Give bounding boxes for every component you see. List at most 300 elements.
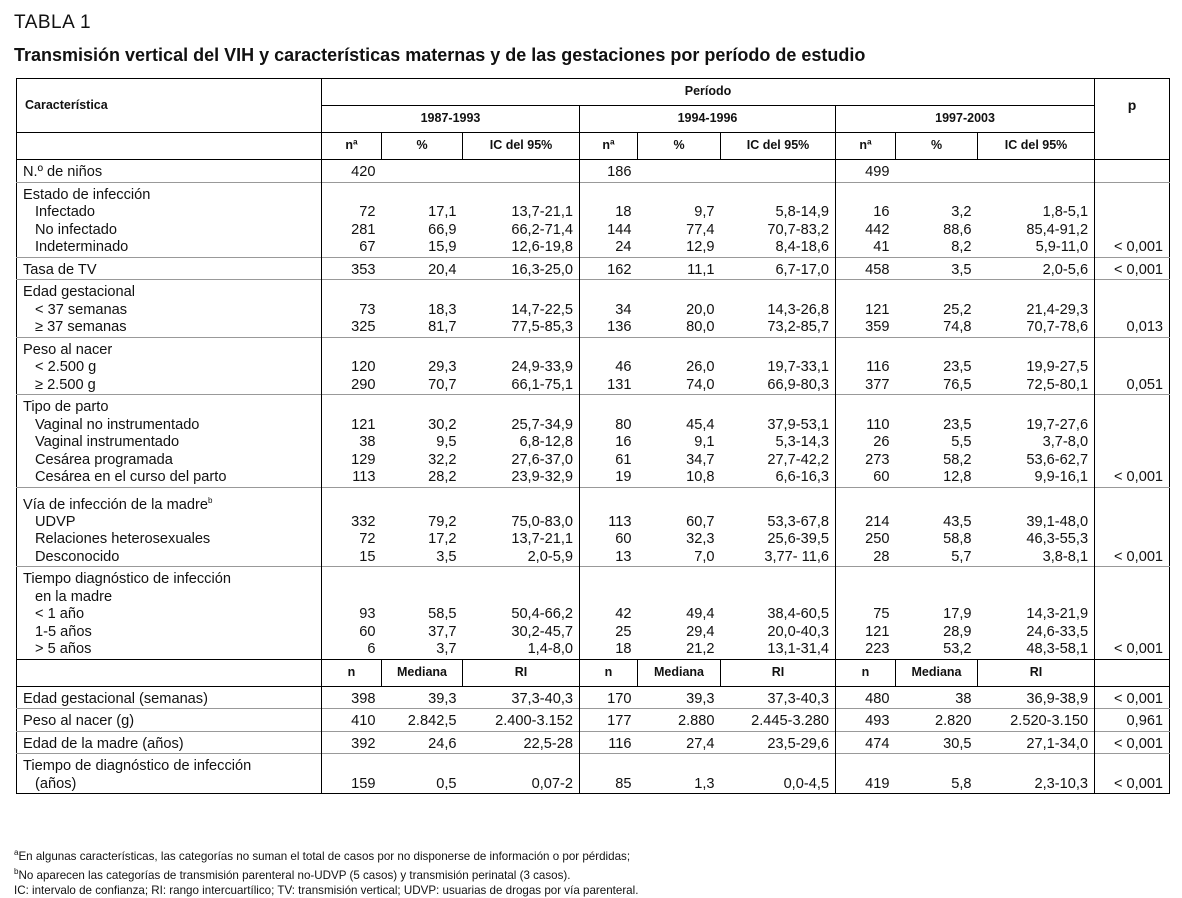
table-row [17,434,1170,452]
value-cell [382,160,463,183]
value-cell: 136 [580,319,638,337]
value-cell: 17,1 [428,204,457,220]
value-cell: 250 [836,531,896,549]
header-p: p [1095,79,1170,133]
value-cell: 7,0 [694,548,715,565]
value-cell: 20,0-40,3 [767,623,829,640]
data-table [16,78,1170,794]
value-cell [836,395,896,417]
value-cell: 60,7 [686,513,715,530]
value-cell: 332 [322,514,382,532]
value-cell [721,589,836,607]
value-cell: 0,5 [436,775,457,792]
value-cell: 77,5-85,3 [511,319,573,335]
row-label: Cesárea en el curso del parto [35,469,227,485]
value-cell: 170 [580,686,638,709]
value-cell [896,487,978,514]
value-cell: 73,2-85,7 [767,319,829,335]
p-value-cell [1095,417,1170,435]
footnotes [14,845,638,898]
value-cell: 12,8 [943,469,972,485]
value-cell: 50,4-66,2 [511,606,573,623]
value-cell: 11,1 [638,257,721,280]
value-cell [638,487,721,514]
p-value-cell: < 0,001 [1095,686,1170,709]
value-cell [322,182,382,204]
value-cell: 116 [836,359,896,377]
value-cell: 75 [836,606,896,624]
row-label: Tasa de TV [17,257,322,280]
table-row [17,606,1170,624]
value-cell: 2.400-3.152 [463,709,580,732]
value-cell: 14,7-22,5 [511,301,573,318]
value-cell [978,589,1095,607]
table-row [17,624,1170,642]
value-cell [638,160,721,183]
p-value-cell: < 0,001 [1095,549,1170,567]
value-cell [836,182,896,204]
table-row [17,709,1170,732]
row-label: Relaciones heterosexuales [35,531,211,548]
value-cell: 37,7 [428,623,457,640]
value-cell: 2,0-5,9 [527,548,573,565]
value-cell: 60 [580,531,638,549]
value-cell: 19,7-27,6 [1026,416,1089,433]
subheader-cell: Mediana [638,659,721,686]
value-cell: 5,9-11,0 [1035,239,1089,255]
value-cell: 23,5 [943,416,972,433]
value-cell: 60 [322,624,382,642]
value-cell: 18 [580,204,638,222]
value-cell [978,280,1095,302]
value-cell: 121 [322,417,382,435]
value-cell: 6,7-17,0 [721,257,836,280]
value-cell [836,280,896,302]
value-cell [896,182,978,204]
subheader-cell: nª [580,133,638,160]
value-cell [382,754,463,776]
value-cell: 159 [322,776,382,794]
value-cell [978,487,1095,514]
value-cell: 66,2-71,4 [511,221,573,238]
value-cell: 66,9 [428,221,457,238]
value-cell [978,567,1095,589]
value-cell: 43,5 [943,513,972,530]
value-cell [896,160,978,183]
p-value-cell [1095,589,1170,607]
value-cell: 3,2 [951,204,972,220]
value-cell: 290 [322,377,382,395]
value-cell: 72 [322,531,382,549]
value-cell [896,589,978,607]
p-value-cell [1095,337,1170,359]
value-cell [721,182,836,204]
table-row [17,567,1170,589]
value-cell: 77,4 [686,221,715,238]
value-cell: 223 [836,641,896,659]
value-cell [978,160,1095,183]
value-cell [463,395,580,417]
value-cell [896,337,978,359]
value-cell: 74,8 [943,319,972,335]
value-cell: 27,6-37,0 [511,451,573,468]
value-cell: 186 [580,160,638,183]
value-cell [382,589,463,607]
value-cell: 13,1-31,4 [767,641,829,658]
p-value-cell [1095,204,1170,222]
value-cell: 34,7 [686,451,715,468]
value-cell [382,487,463,514]
row-label: Peso al nacer (g) [17,709,322,732]
row-label: Vaginal no instrumentado [35,416,200,433]
value-cell [580,395,638,417]
header-caracteristica: Característica [25,97,108,112]
value-cell: 3,7 [436,641,457,658]
value-cell: 36,9-38,9 [978,686,1095,709]
value-cell: 30,5 [896,731,978,754]
value-cell: 75,0-83,0 [511,513,573,530]
value-cell [721,754,836,776]
header-periodo: Período [322,79,1095,106]
value-cell: 22,5-28 [463,731,580,754]
subheader-cell: % [382,133,463,160]
value-cell [382,337,463,359]
value-cell [638,589,721,607]
value-cell [580,589,638,607]
value-cell [896,754,978,776]
value-cell: 23,5 [943,359,972,375]
value-cell: 110 [836,417,896,435]
value-cell [322,337,382,359]
row-label: Indeterminado [35,239,129,255]
value-cell [978,395,1095,417]
value-cell: 29,4 [686,623,715,640]
value-cell: 16 [836,204,896,222]
value-cell: 21,4-29,3 [1026,301,1089,318]
p-value-cell [1095,280,1170,302]
value-cell: 37,9-53,1 [767,416,829,433]
value-cell: 30,2-45,7 [511,623,573,640]
subheader-cell: IC del 95% [463,133,580,160]
value-cell: 410 [322,709,382,732]
subheader-cell: IC del 95% [721,133,836,160]
value-cell: 6 [322,641,382,659]
row-label: < 1 año [35,606,85,623]
value-cell: 17,2 [428,531,457,548]
table-row [17,239,1170,257]
subheader-cell: IC del 95% [978,133,1095,160]
value-cell: 1,4-8,0 [527,641,573,658]
value-cell: 480 [836,686,896,709]
table-row [17,280,1170,302]
value-cell [721,567,836,589]
value-cell: 325 [322,319,382,337]
value-cell: 5,7 [951,548,972,565]
value-cell: 0,0-4,5 [783,775,829,792]
value-cell: 281 [322,222,382,240]
value-cell: 2,0-5,6 [978,257,1095,280]
value-cell: 2.520-3.150 [978,709,1095,732]
subheader-cell: nª [322,133,382,160]
value-cell: 24,6-33,5 [1026,623,1089,640]
value-cell: 16 [580,434,638,452]
value-cell [721,487,836,514]
value-cell: 20,0 [686,301,715,318]
value-cell [638,567,721,589]
table-label: TABLA 1 [14,12,92,33]
value-cell: 85,4-91,2 [1026,221,1089,238]
value-cell: 45,4 [686,416,715,433]
value-cell: 48,3-58,1 [1026,641,1089,658]
value-cell: 49,4 [686,606,715,623]
value-cell [382,182,463,204]
value-cell: 0,07-2 [531,775,573,792]
footnote-abbreviations: IC: intervalo de confianza; RI: rango intercuartílico; TV: transmisión vertical; UDVP: usuarias de drogas por vía parenteral. [14,883,639,897]
row-label: Estado de infección [17,182,322,204]
value-cell: 27,1-34,0 [978,731,1095,754]
row-label: < 37 semanas [35,301,128,318]
value-cell: 493 [836,709,896,732]
table-row [17,302,1170,320]
value-cell: 392 [322,731,382,754]
p-value-cell [1095,452,1170,470]
table-row [17,469,1170,487]
value-cell [896,567,978,589]
row-label: 1-5 años [35,623,92,640]
value-cell: 398 [322,686,382,709]
value-cell: 28,2 [428,469,457,485]
subheader-cell: RI [463,659,580,686]
p-value-cell [1095,434,1170,452]
data-table-wrapper [16,78,1169,794]
value-cell: 16,3-25,0 [463,257,580,280]
value-cell: 420 [322,160,382,183]
value-cell: 70,7-78,6 [1026,319,1089,335]
table-row [17,487,1170,514]
value-cell [580,567,638,589]
row-label: Edad gestacional [17,280,322,302]
row-label: Tipo de parto [17,395,322,417]
value-cell: 3,5 [896,257,978,280]
table-row [17,531,1170,549]
table-title: Transmisión vertical del VIH y características maternas y de las gestaciones por período de estudio [14,45,866,65]
value-cell [580,337,638,359]
value-cell: 131 [580,377,638,395]
table-row [17,731,1170,754]
table-body [17,79,1170,794]
p-value-cell [1095,531,1170,549]
value-cell: 8,2 [951,239,972,255]
value-cell: 25,7-34,9 [511,416,573,433]
table-row [17,204,1170,222]
value-cell [463,160,580,183]
value-cell: 30,2 [428,416,457,433]
row-label: en la madre [35,588,113,605]
p-value-cell: < 0,001 [1095,469,1170,487]
value-cell [463,487,580,514]
value-cell: 3,5 [436,548,457,565]
value-cell: 42 [580,606,638,624]
value-cell: 53,6-62,7 [1026,451,1089,468]
value-cell: 120 [322,359,382,377]
value-cell [322,589,382,607]
p-value-cell [1095,302,1170,320]
row-label: Edad de la madre (años) [17,731,322,754]
value-cell: 34 [580,302,638,320]
value-cell: 17,9 [943,606,972,623]
subheader-cell: Mediana [896,659,978,686]
value-cell [580,182,638,204]
value-cell [638,182,721,204]
value-cell: 80,0 [686,319,715,335]
row-label: > 5 años [35,641,92,658]
subheader-row-2 [17,659,1170,686]
value-cell [896,395,978,417]
value-cell: 3,7-8,0 [1042,434,1089,450]
value-cell: 12,9 [686,239,715,255]
value-cell: 19 [580,469,638,487]
value-cell: 85 [580,776,638,794]
row-label: Cesárea programada [35,451,173,468]
value-cell: 26 [836,434,896,452]
value-cell: 129 [322,452,382,470]
value-cell [721,395,836,417]
p-value-cell [1095,395,1170,417]
value-cell: 27,7-42,2 [767,451,829,468]
value-cell [836,337,896,359]
value-cell: 58,5 [428,606,457,623]
value-cell: 73 [322,302,382,320]
header-period-3: 1997-2003 [836,106,1095,133]
value-cell: 113 [322,469,382,487]
value-cell [322,395,382,417]
p-value-cell: < 0,001 [1095,641,1170,659]
row-label: Desconocido [35,548,120,565]
value-cell: 25 [580,624,638,642]
value-cell: 38 [322,434,382,452]
subheader-cell: % [638,133,721,160]
value-cell: 2,3-10,3 [1034,775,1089,792]
value-cell [322,754,382,776]
value-cell: 6,8-12,8 [519,434,573,450]
p-value-cell [1095,754,1170,776]
value-cell: 70,7 [428,376,457,393]
value-cell: 80 [580,417,638,435]
value-cell [836,754,896,776]
value-cell [978,182,1095,204]
value-cell [463,589,580,607]
value-cell [580,280,638,302]
value-cell: 24 [580,239,638,257]
value-cell [836,487,896,514]
value-cell: 377 [836,377,896,395]
value-cell: 39,3 [638,686,721,709]
p-value-cell [1095,222,1170,240]
value-cell [580,754,638,776]
table-row [17,182,1170,204]
table-row [17,319,1170,337]
value-cell [638,280,721,302]
value-cell: 499 [836,160,896,183]
table-row [17,160,1170,183]
row-label: ≥ 2.500 g [35,376,96,393]
value-cell: 32,3 [686,531,715,548]
value-cell: 19,9-27,5 [1026,359,1089,375]
value-cell [382,280,463,302]
value-cell [463,337,580,359]
value-cell [322,280,382,302]
table-row [17,337,1170,359]
value-cell: 9,9-16,1 [1034,469,1089,485]
value-cell: 1,3 [694,775,715,792]
subheader-cell: n [836,659,896,686]
table-row [17,514,1170,532]
value-cell: 10,8 [686,469,715,485]
p-value-cell: < 0,001 [1095,257,1170,280]
value-cell: 13 [580,549,638,567]
value-cell: 14,3-26,8 [767,301,829,318]
value-cell: 144 [580,222,638,240]
footnote-b: $^b$No aparecen las categorías de transmisión parenteral no-UDVP (5 casos) y transmisión perinatal (3 casos). [14,866,571,882]
row-label: UDVP [35,513,76,530]
value-cell [638,395,721,417]
value-cell: 41 [836,239,896,257]
value-cell: 60 [836,469,896,487]
value-cell [463,280,580,302]
value-cell: 9,7 [694,204,715,220]
value-cell [382,567,463,589]
value-cell: 474 [836,731,896,754]
value-cell [463,182,580,204]
table-row [17,222,1170,240]
value-cell: 116 [580,731,638,754]
subheader-cell: % [896,133,978,160]
value-cell: 28 [836,549,896,567]
value-cell: 15,9 [428,239,457,255]
value-cell [322,487,382,514]
table-row [17,257,1170,280]
value-cell: 273 [836,452,896,470]
value-cell: 53,2 [943,641,972,658]
value-cell: 70,7-83,2 [767,221,829,238]
value-cell: 66,1-75,1 [511,376,573,393]
value-cell: 442 [836,222,896,240]
p-value-cell: 0,013 [1095,319,1170,337]
value-cell: 353 [322,257,382,280]
row-label: Vaginal instrumentado [35,434,180,450]
value-cell: 21,2 [686,641,715,658]
value-cell: 14,3-21,9 [1026,606,1089,623]
row-label: Infectado [35,204,96,220]
p-value-cell [1095,160,1170,183]
value-cell: 177 [580,709,638,732]
p-value-cell: < 0,001 [1095,776,1170,794]
subheader-cell: nª [836,133,896,160]
empty-cell [17,659,322,686]
value-cell: 18,3 [428,301,457,318]
subheader-cell: Mediana [382,659,463,686]
value-cell [638,754,721,776]
value-cell: 9,1 [694,434,715,450]
value-cell: 3,8-8,1 [1042,548,1089,565]
row-label: < 2.500 g [35,359,97,375]
subheader-cell: n [322,659,382,686]
value-cell: 25,2 [943,301,972,318]
value-cell: 28,9 [943,623,972,640]
table-row [17,641,1170,659]
table-row [17,589,1170,607]
subheader-cell: RI [721,659,836,686]
